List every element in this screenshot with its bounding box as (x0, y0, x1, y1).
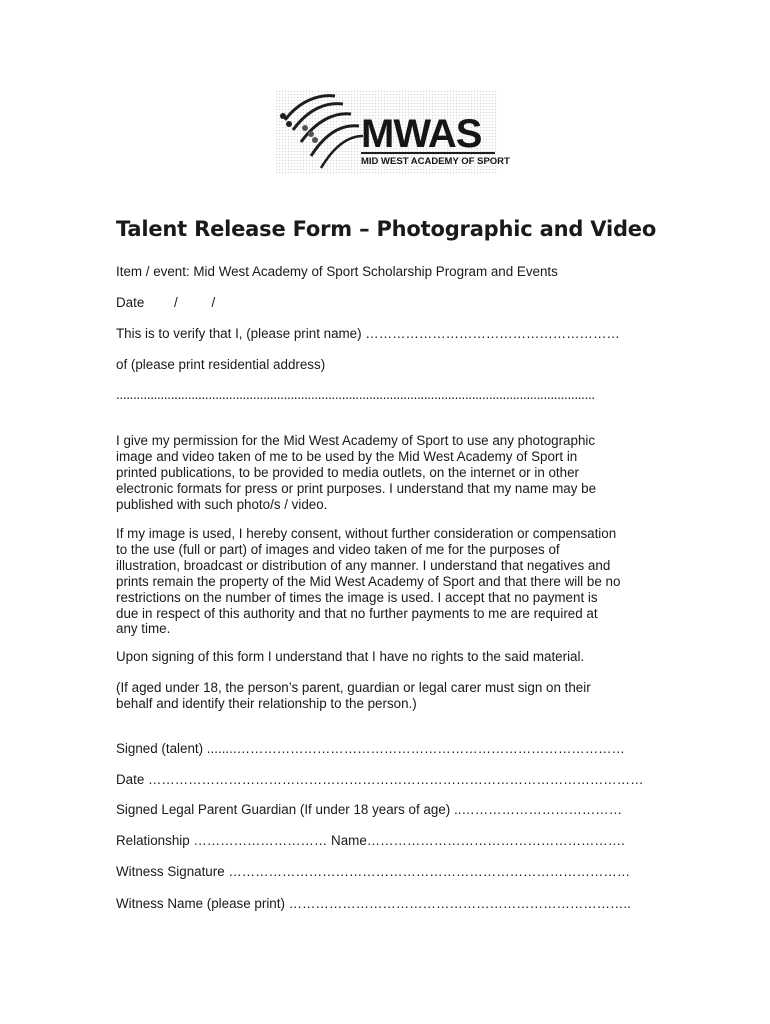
mwas-logo (275, 90, 510, 174)
date-separator: / (211, 295, 216, 310)
permission-paragraph (116, 433, 661, 513)
item-event-line: Item / event: Mid West Academy of Sport Scholarship Program and Events (116, 264, 558, 279)
paragraph-line: (If aged under 18, the person’s parent, guardian or legal carer must sign on their (116, 680, 591, 695)
paragraph-line: to the use (full or part) of images and video taken of me for the purposes of (116, 541, 560, 557)
date-line (116, 295, 215, 311)
rights-statement: Upon signing of this form I understand that I have no rights to the said material. (116, 649, 585, 664)
relationship-name-field: Relationship ………………………… Name…………………………………………………. (116, 833, 625, 848)
paragraph-line: any time. (116, 621, 171, 637)
consent-paragraph (116, 526, 661, 637)
verify-name-line: This is to verify that I, (please print name) ………………………………………………… (116, 326, 620, 341)
date-label: Date (116, 295, 145, 310)
signed-parent-guardian-field: Signed Legal Parent Guardian (If under 18 years of age) ..……………………………… (116, 802, 623, 817)
address-dotted-line: ............................................................................................................................................ (116, 387, 595, 402)
paragraph-line: I give my permission for the Mid West Academy of Sport to use any photographic (116, 433, 596, 448)
form-title: Talent Release Form – Photographic and Video (116, 217, 657, 241)
witness-signature-field: Witness Signature ……………………………………………………………………………… (116, 864, 631, 879)
paragraph-line: behalf and identify their relationship to the person.) (116, 695, 417, 711)
date-separator: / (174, 295, 178, 310)
under-18-paragraph (116, 680, 661, 712)
paragraph-line: illustration, broadcast or distribution of any manner. I understand that negatives and (116, 557, 611, 573)
paragraph-line: image and video taken of me to be used by the Mid West Academy of Sport in (116, 448, 578, 464)
paragraph-line: electronic formats for press or print purposes. I understand that my name may be (116, 480, 597, 496)
paragraph-line: If my image is used, I hereby consent, without further consideration or compensation (116, 526, 617, 541)
date-field: Date ………………………………………………………………………………………………… (116, 772, 644, 787)
paragraph-line: due in respect of this authority and that no further payments to me are required at (116, 605, 598, 621)
logo-wordmark: MWAS (361, 112, 482, 156)
paragraph-line: printed publications, to be provided to media outlets, on the internet or in other (116, 464, 580, 480)
witness-name-field: Witness Name (please print) ………………………………………………………………….. (116, 896, 631, 911)
paragraph-line: restrictions on the number of times the image is used. I accept that no payment is (116, 589, 598, 605)
address-label: of (please print residential address) (116, 357, 326, 372)
logo-tagline: MID WEST ACADEMY OF SPORT (361, 156, 510, 167)
paragraph-line: prints remain the property of the Mid West Academy of Sport and that there will be no (116, 573, 621, 589)
paragraph-line: published with such photo/s / video. (116, 496, 328, 512)
signed-talent-field: Signed (talent) ........…………………………………………………………………………… (116, 741, 625, 756)
